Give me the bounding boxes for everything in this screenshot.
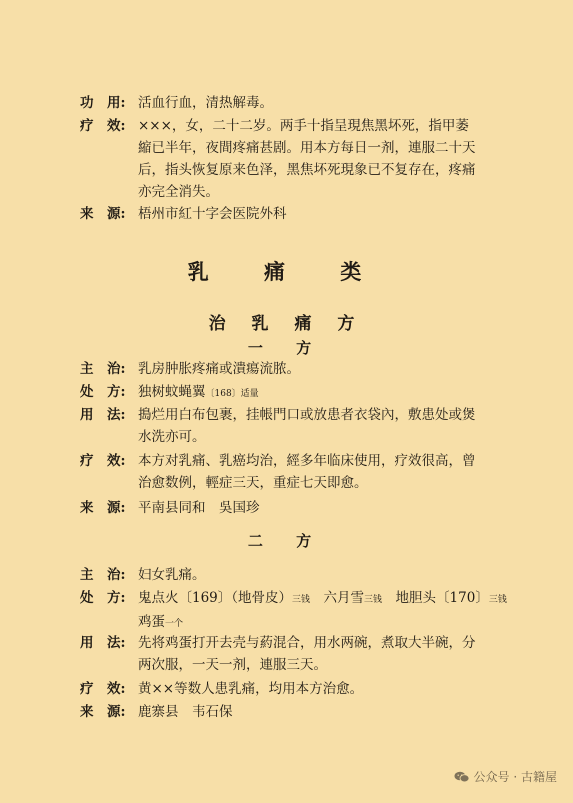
quantity-2: 三钱 <box>364 595 383 605</box>
recipe-2-effect <box>80 678 525 700</box>
indication-label: 主 治: <box>80 361 126 377</box>
effect-line-1: ×××，女，二十二岁。两手十指呈現焦黑坏死，指甲萎 <box>138 118 469 134</box>
prescription-label: 处 方: <box>80 384 126 400</box>
function-label: 功 用: <box>80 95 126 111</box>
wechat-icon <box>454 771 470 783</box>
effect-line-2: 治愈数例，輕症三天，重症七天即愈。 <box>138 475 368 491</box>
prescription-note: 〔168〕适量 <box>205 389 259 399</box>
watermark-text: 公众号 · 古籍屋 <box>473 770 557 784</box>
source-text: 梧州市紅十字会医院外科 <box>138 206 287 222</box>
source-label: 来 源: <box>80 500 126 516</box>
function-row <box>80 92 525 114</box>
ingredient-1: 鬼点火〔169〕（地骨皮） <box>138 590 293 606</box>
recipe-2-source <box>80 701 525 723</box>
prescription-label: 处 方: <box>80 590 126 606</box>
recipe-2-title: 二 方 <box>247 532 326 550</box>
effect-line-2: 縮已半年，夜間疼痛甚剧。用本方每日一剂，連服二十天 <box>138 140 476 156</box>
recipe-1-usage <box>80 404 525 448</box>
function-text: 活血行血，清热解毒。 <box>138 95 273 111</box>
source-label: 来 源: <box>80 704 126 720</box>
source-label: 来 源: <box>80 206 126 222</box>
indication-label: 主 治: <box>80 567 126 583</box>
indication-text: 妇女乳痛。 <box>138 567 206 583</box>
category-title: 乳 痛 类 <box>187 259 386 284</box>
recipe-2-indication <box>80 564 525 586</box>
prescription-text: 独树蚊蝇翼 <box>138 384 206 400</box>
usage-label: 用 法: <box>80 407 126 423</box>
quantity-3: 三钱 <box>488 595 507 605</box>
section-title: 治 乳 痛 方 <box>208 314 365 334</box>
ingredient-4: 鸡蛋 <box>138 614 165 630</box>
usage-line-2: 两次服，一天一剂，連服三天。 <box>138 657 327 673</box>
usage-line-1: 搗烂用白布包裹，挂帳門口或放患者衣袋內，敷患处或煲 <box>138 407 476 423</box>
effect-label: 疗 效: <box>80 681 126 697</box>
recipe-2-usage <box>80 632 525 676</box>
recipe-1-prescription <box>80 381 525 405</box>
recipe-2-prescription <box>80 587 525 635</box>
prescription-text-wrap <box>138 381 525 405</box>
usage-line-1: 先将鸡蛋打开去壳与葯混合，用水两碗，煮取大半碗，分 <box>138 635 476 651</box>
effect-text: 黄××等数人患乳痛，均用本方治愈。 <box>138 681 364 697</box>
source-text: 平南县同和 吳国珍 <box>138 500 260 516</box>
recipe-1-source <box>80 497 525 519</box>
indication-text: 乳房肿胀疼痛或潰瘍流脓。 <box>138 361 300 377</box>
watermark <box>454 768 557 785</box>
prescription-line-1 <box>138 587 525 611</box>
quantity-4: 一个 <box>165 619 184 629</box>
effect-label: 疗 效: <box>80 118 126 134</box>
recipe-1-effect <box>80 450 525 494</box>
effect-label: 疗 效: <box>80 453 126 469</box>
usage-label: 用 法: <box>80 635 126 651</box>
source-row <box>80 203 525 225</box>
effect-row <box>80 115 525 203</box>
ingredient-3: 地胆头〔170〕 <box>382 590 489 606</box>
effect-line-3: 后，指头恢复原来色泽，黑焦坏死現象已不复存在，疼痛 <box>138 162 476 178</box>
recipe-1-title: 一 方 <box>247 339 326 357</box>
ingredient-2: 六月雪 <box>310 590 365 606</box>
effect-line-1: 本方对乳痛、乳癌均治，經多年临床使用，疗效很高，曾 <box>138 453 476 469</box>
quantity-1: 三钱 <box>292 595 311 605</box>
source-text: 鹿寨县 韦石保 <box>138 704 233 720</box>
usage-line-2: 水洗亦可。 <box>138 429 206 445</box>
recipe-1-indication <box>80 358 525 380</box>
effect-line-4: 亦完全消失。 <box>138 184 219 200</box>
